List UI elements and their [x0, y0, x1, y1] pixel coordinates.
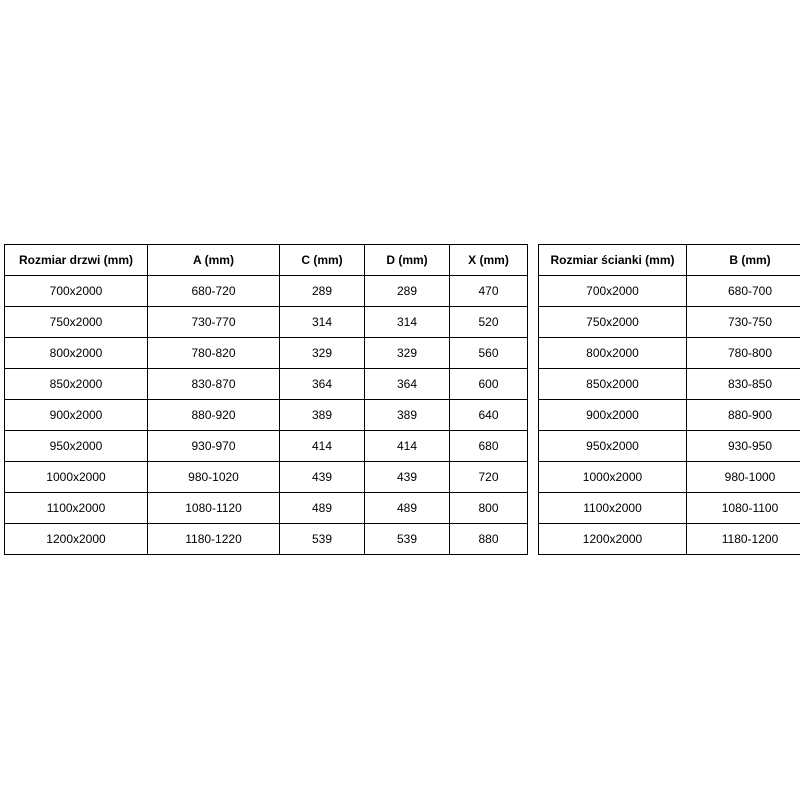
table-cell: 730-770 — [148, 307, 280, 338]
wall-size-table — [538, 244, 800, 555]
table-cell: 489 — [365, 493, 450, 524]
column-header: D (mm) — [365, 245, 450, 276]
table-cell: 520 — [450, 307, 528, 338]
table-cell: 539 — [365, 524, 450, 555]
table-cell: 880-900 — [687, 400, 800, 431]
table-cell: 1180-1220 — [148, 524, 280, 555]
table-cell: 830-870 — [148, 369, 280, 400]
table-row — [539, 400, 800, 431]
table-cell: 750x2000 — [5, 307, 148, 338]
table-cell: 880-920 — [148, 400, 280, 431]
table-cell: 800x2000 — [5, 338, 148, 369]
table-cell: 640 — [450, 400, 528, 431]
table-cell: 1080-1100 — [687, 493, 800, 524]
table-cell: 539 — [280, 524, 365, 555]
table-cell: 880 — [450, 524, 528, 555]
table-cell: 560 — [450, 338, 528, 369]
table-cell: 900x2000 — [539, 400, 687, 431]
table-row — [5, 338, 528, 369]
table-cell: 364 — [280, 369, 365, 400]
table-cell: 750x2000 — [539, 307, 687, 338]
table-cell: 289 — [280, 276, 365, 307]
column-header: Rozmiar ścianki (mm) — [539, 245, 687, 276]
table-cell: 1200x2000 — [5, 524, 148, 555]
table-cell: 680-720 — [148, 276, 280, 307]
table-cell: 900x2000 — [5, 400, 148, 431]
table-row — [539, 307, 800, 338]
table-row — [5, 369, 528, 400]
column-header: B (mm) — [687, 245, 800, 276]
table-row — [5, 493, 528, 524]
table-cell: 364 — [365, 369, 450, 400]
table-cell: 950x2000 — [5, 431, 148, 462]
table-row — [5, 276, 528, 307]
table-cell: 1200x2000 — [539, 524, 687, 555]
header-row — [539, 245, 800, 276]
table-row — [5, 462, 528, 493]
header-row — [5, 245, 528, 276]
table-row — [539, 276, 800, 307]
table-cell: 980-1000 — [687, 462, 800, 493]
table-row — [5, 307, 528, 338]
table-cell: 680 — [450, 431, 528, 462]
table-row — [5, 524, 528, 555]
column-header: Rozmiar drzwi (mm) — [5, 245, 148, 276]
table-cell: 439 — [365, 462, 450, 493]
table-cell: 800 — [450, 493, 528, 524]
table-cell: 720 — [450, 462, 528, 493]
table-cell: 700x2000 — [5, 276, 148, 307]
table-row — [5, 431, 528, 462]
table-cell: 1100x2000 — [5, 493, 148, 524]
table-row — [539, 493, 800, 524]
table-row — [539, 524, 800, 555]
table-cell: 780-800 — [687, 338, 800, 369]
table-cell: 439 — [280, 462, 365, 493]
table-cell: 930-950 — [687, 431, 800, 462]
table-cell: 289 — [365, 276, 450, 307]
table-cell: 414 — [280, 431, 365, 462]
column-header: X (mm) — [450, 245, 528, 276]
table-cell: 980-1020 — [148, 462, 280, 493]
table-cell: 600 — [450, 369, 528, 400]
table-cell: 850x2000 — [5, 369, 148, 400]
table-row — [539, 431, 800, 462]
table-cell: 314 — [280, 307, 365, 338]
door-size-table — [4, 244, 528, 555]
column-header: C (mm) — [280, 245, 365, 276]
table-cell: 950x2000 — [539, 431, 687, 462]
table-cell: 329 — [365, 338, 450, 369]
table-cell: 414 — [365, 431, 450, 462]
table-cell: 700x2000 — [539, 276, 687, 307]
table-cell: 389 — [280, 400, 365, 431]
table-cell: 680-700 — [687, 276, 800, 307]
table-cell: 314 — [365, 307, 450, 338]
table-cell: 930-970 — [148, 431, 280, 462]
column-header: A (mm) — [148, 245, 280, 276]
table-cell: 489 — [280, 493, 365, 524]
table-cell: 1180-1200 — [687, 524, 800, 555]
table-cell: 780-820 — [148, 338, 280, 369]
table-row — [539, 462, 800, 493]
table-cell: 329 — [280, 338, 365, 369]
table-cell: 1000x2000 — [539, 462, 687, 493]
table-cell: 389 — [365, 400, 450, 431]
table-cell: 850x2000 — [539, 369, 687, 400]
table-row — [5, 400, 528, 431]
table-cell: 800x2000 — [539, 338, 687, 369]
table-cell: 470 — [450, 276, 528, 307]
table-cell: 730-750 — [687, 307, 800, 338]
table-row — [539, 338, 800, 369]
table-cell: 1000x2000 — [5, 462, 148, 493]
table-cell: 1080-1120 — [148, 493, 280, 524]
table-cell: 830-850 — [687, 369, 800, 400]
table-cell: 1100x2000 — [539, 493, 687, 524]
table-row — [539, 369, 800, 400]
